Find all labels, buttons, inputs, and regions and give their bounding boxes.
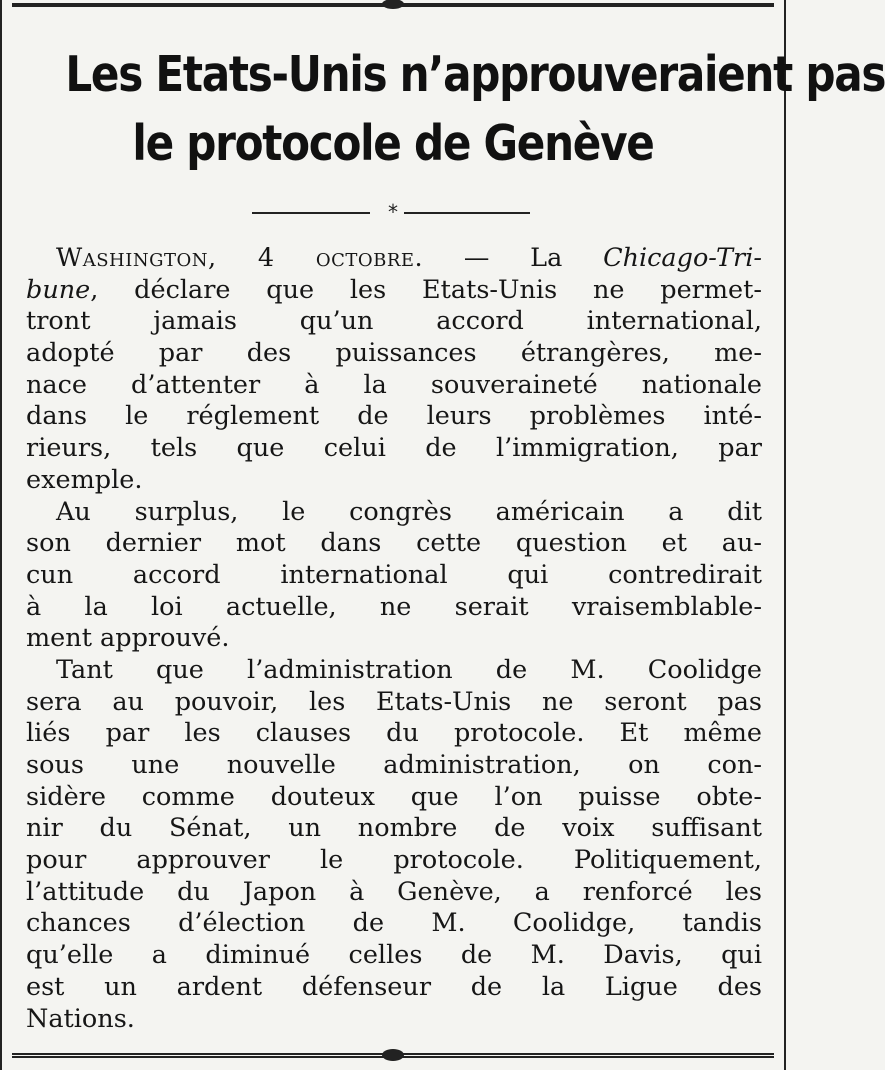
article-line: est un ardent défenseur de la Ligue des (26, 971, 762, 1002)
article-line: adopté par des puissances étrangères, me- (26, 338, 762, 369)
article-line (26, 243, 762, 275)
article-line: rieurs, tels que celui de l’immigration, par (26, 433, 762, 464)
bottom-border-rule (12, 1053, 774, 1058)
article-line: tront jamais qu’un accord international, (26, 306, 762, 337)
article-text: — La (423, 243, 604, 273)
newspaper-name-part-1: Chicago-Tri- (603, 243, 762, 273)
headline-separator (2, 202, 784, 222)
article-line: qu’elle a diminué celles de M. Davis, qui (26, 940, 762, 971)
dateline: Washington, 4 octobre. (56, 243, 424, 273)
article-body (26, 243, 762, 1035)
article-line: l’attitude du Japon à Genève, a renforcé les (26, 876, 762, 907)
article-text: , déclare que les Etats-Unis ne permet- (90, 274, 762, 305)
headline-line-1: Les Etats-Unis n’approuveraient pas (65, 46, 885, 103)
separator-dash-right (404, 212, 530, 214)
article-line: sous une nouvelle administration, on con- (26, 750, 762, 780)
top-rule-ornament (382, 0, 404, 9)
article-line: pour approuver le protocole. Politiquement, (26, 845, 762, 876)
article-line: Tant que l’administration de M. Coolidge (56, 654, 762, 685)
article-line: nace d’attenter à la souveraineté nationale (26, 369, 762, 400)
paragraph-2 (26, 497, 762, 655)
separator-star: * (388, 200, 398, 224)
article-line: liés par les clauses du protocole. Et même (26, 718, 762, 749)
article-line: sidère comme douteux que l’on puisse obte- (26, 781, 762, 812)
article-line: cun accord international qui contredirait (26, 559, 762, 590)
article-line: Nations. (26, 1003, 135, 1034)
article-line: nir du Sénat, un nombre de voix suffisant (26, 813, 762, 844)
separator-dash-left (252, 212, 370, 214)
article-line (26, 275, 762, 307)
article-line: chances d’élection de M. Coolidge, tandis (26, 908, 762, 939)
newspaper-name-part-2: bune (26, 274, 91, 305)
headline-line-2: le protocole de Genève (132, 115, 654, 172)
paragraph-3 (26, 655, 762, 1035)
paragraph-1 (26, 243, 762, 497)
article-line: Au surplus, le congrès américain a dit (56, 496, 762, 527)
top-border-rule (12, 3, 774, 7)
article-line: sera au pouvoir, les Etats-Unis ne seront pas (26, 686, 762, 717)
article-line: son dernier mot dans cette question et au- (26, 528, 762, 559)
article-line: à la loi actuelle, ne serait vraisemblable- (26, 591, 762, 622)
bottom-rule-ornament (382, 1049, 404, 1061)
article-line: exemple. (26, 464, 143, 495)
headline (65, 40, 885, 178)
article-line: dans le réglement de leurs problèmes inté- (26, 401, 762, 432)
article-line: ment approuvé. (26, 623, 230, 654)
